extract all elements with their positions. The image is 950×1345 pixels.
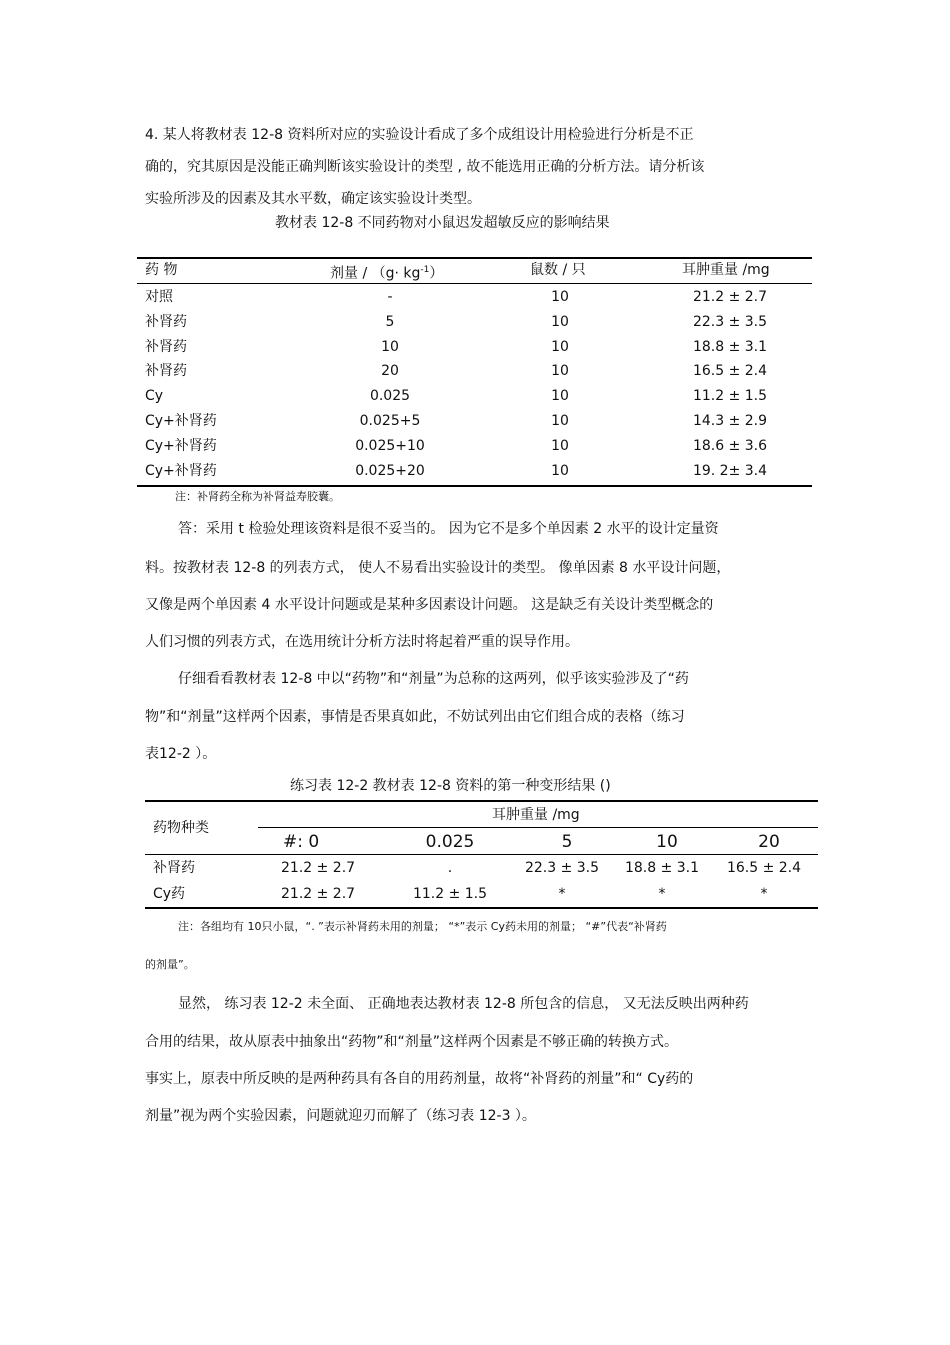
para3-line-2: 合用的结果，故从原表中抽象出“药物”和“剂量”这样两个因素是不够正确的转换方式。 — [145, 1034, 679, 1050]
table1-row-6-count: 10 — [551, 413, 569, 429]
table2-row-1-val-0: 21.2 ± 2.7 — [281, 860, 356, 876]
table1-row-3-dose: 10 — [381, 339, 399, 355]
table1-row-4-drug: 补肾药 — [145, 363, 187, 379]
table1-row-1-dose: - — [387, 289, 393, 305]
answer-line-2: 料。按教材表 12-8 的列表方式， 使人不易看出实验设计的类型。 像单因素 8 水平设计问题， — [145, 560, 731, 576]
table1-row-3-drug: 补肾药 — [145, 339, 187, 355]
table1-row-2-drug: 补肾药 — [145, 314, 187, 330]
table1-caption: 教材表 12-8 不同药物对小鼠迟发超敏反应的影响结果 — [275, 215, 610, 231]
table2-note-line-2: 的剂量”。 — [145, 958, 195, 971]
para3-line-4: 剂量”视为两个实验因素，问题就迎刃而解了（练习表 12-3 ）。 — [145, 1108, 536, 1124]
table1-row-8-count: 10 — [551, 463, 569, 479]
table1-row-7-count: 10 — [551, 438, 569, 454]
table2-group-rule — [258, 827, 818, 828]
table2-row-1-val-1: . — [447, 860, 453, 876]
table2-row-2-val-0: 21.2 ± 2.7 — [281, 886, 356, 902]
table2-row-2-val-1: 11.2 ± 1.5 — [412, 886, 488, 902]
table1-row-3-weight: 18.8 ± 3.1 — [692, 339, 768, 355]
table2-header-rule — [145, 854, 818, 855]
table1-header-rule — [137, 283, 812, 284]
table2-row-1-val-4: 16.5 ± 2.4 — [726, 860, 802, 876]
table1-row-2-count: 10 — [551, 314, 569, 330]
table1-header-weight: 耳肿重量 /mg — [682, 262, 770, 278]
table1-row-6-drug: Cy+补肾药 — [145, 413, 217, 429]
table1-row-4-dose: 20 — [381, 363, 399, 379]
table2-top-rule — [145, 800, 818, 802]
table1-row-7-dose: 0.025+10 — [355, 438, 425, 454]
answer-line-4: 人们习惯的列表方式，在选用统计分析方法时将起着严重的误导作用。 — [145, 634, 579, 650]
table2-row-1-val-3: 18.8 ± 3.1 — [624, 860, 700, 876]
question-line-3: 实验所涉及的因素及其水平数，确定该实验设计类型。 — [145, 191, 481, 207]
answer-line-3: 又像是两个单因素 4 水平设计问题或是某种多因素设计问题。 这是缺乏有关设计类型概念的 — [145, 597, 714, 613]
para2-line-3: 表12-2 ）。 — [145, 746, 217, 762]
table1-row-6-dose: 0.025+5 — [359, 413, 421, 429]
table2-dose-3: 10 — [656, 832, 678, 852]
table2-dose-2: 5 — [561, 832, 573, 852]
question-line-2: 确的，究其原因是没能正确判断该实验设计的类型 , 故不能选用正确的分析方法。请分析该 — [145, 159, 705, 175]
table1-row-8-drug: Cy+补肾药 — [145, 463, 217, 479]
table2-bottom-rule — [145, 907, 818, 909]
table2-row-1-val-2: 22.3 ± 3.5 — [524, 860, 600, 876]
table1-header-dose: 剂量 / $(g\cdot kg^{-1})$ — [330, 265, 444, 282]
table1-row-8-dose: 0.025+20 — [355, 463, 425, 479]
table2-row-2-label: Cy药 — [153, 886, 186, 902]
table1-row-1-count: 10 — [551, 289, 569, 305]
table1-header-drug: 药 物 — [145, 262, 178, 278]
table1-note: 注：补肾药全称为补肾益寿胶囊。 — [175, 490, 340, 503]
table1-row-3-count: 10 — [551, 339, 569, 355]
table1-row-5-weight: 11.2 ± 1.5 — [692, 388, 768, 404]
para2-line-2: 物”和“剂量”这样两个因素，事情是否果真如此，不妨试列出由它们组合成的表格（练习 — [145, 709, 685, 725]
table1-row-1-weight: 21.2 ± 2.7 — [692, 289, 768, 305]
table1-row-8-weight: 19. 2± 3.4 — [692, 463, 768, 479]
table1-header-count: 鼠数 / 只 — [530, 262, 586, 278]
table1-row-1-drug: 对照 — [145, 289, 173, 305]
table1-row-7-drug: Cy+补肾药 — [145, 438, 217, 454]
table1-row-5-drug: Cy — [145, 388, 164, 404]
table2-dose-4: 20 — [758, 832, 780, 852]
table2-row-header: 药物种类 — [153, 820, 209, 836]
question-line-1: 4. 某人将教材表 12-8 资料所对应的实验设计看成了多个成组设计用检验进行分析是不正 — [145, 127, 694, 143]
table2-row-1-label: 补肾药 — [153, 860, 195, 876]
answer-line-1: 答：采用 t 检验处理该资料是很不妥当的。 因为它不是多个单因素 2 水平的设计定量资 — [178, 521, 719, 537]
para3-line-1: 显然， 练习表 12-2 未全面、 正确地表达教材表 12-8 所包含的信息， 又无法反映出两种药 — [178, 996, 749, 1012]
table2-note-line-1: 注：各组均有 10只小鼠，“. ”表示补肾药未用的剂量； “*”表示 Cy药未用的剂量； “#”代表“补肾药 — [178, 920, 667, 933]
table1-row-6-weight: 14.3 ± 2.9 — [692, 413, 768, 429]
table2-row-2-val-2: * — [558, 886, 566, 902]
table2-caption: 练习表 12-2 教材表 12-8 资料的第一种变形结果 () — [290, 778, 611, 794]
table1-row-4-weight: 16.5 ± 2.4 — [692, 363, 768, 379]
table2-row-2-val-4: * — [760, 886, 768, 902]
table2-row-2-val-3: * — [658, 886, 666, 902]
table1-row-2-weight: 22.3 ± 3.5 — [692, 314, 768, 330]
table1-row-2-dose: 5 — [385, 314, 395, 330]
para3-line-3: 事实上，原表中所反映的是两种药具有各自的用药剂量，故将“补肾药的剂量”和“ Cy药的 — [145, 1071, 694, 1087]
table1-bottom-rule — [137, 485, 812, 487]
table2-group-header: 耳肿重量 /mg — [492, 807, 580, 823]
table1-row-7-weight: 18.6 ± 3.6 — [692, 438, 768, 454]
table1-top-rule — [137, 257, 812, 259]
table2-dose-0: #: 0 — [283, 832, 320, 852]
table1-row-5-dose: 0.025 — [369, 388, 411, 404]
table1-row-5-count: 10 — [551, 388, 569, 404]
table2-dose-1: 0.025 — [425, 832, 475, 852]
table1-row-4-count: 10 — [551, 363, 569, 379]
para2-line-1: 仔细看看教材表 12-8 中以“药物”和“剂量”为总称的这两列，似乎该实验涉及了“药 — [178, 671, 689, 687]
